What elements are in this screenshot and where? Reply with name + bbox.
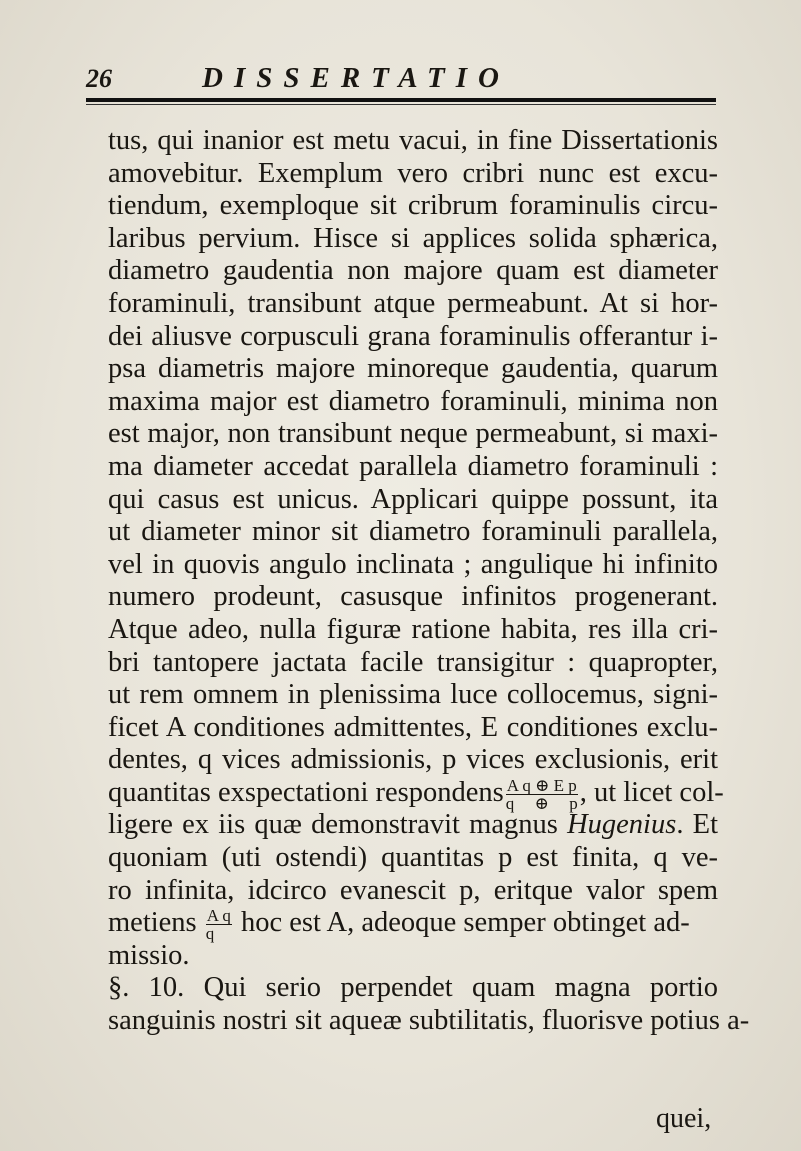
fraction-numerator: A q ⊕ E p [506,775,577,795]
text-line: sanguinis nostri sit aqueæ subtilitatis, fluorisve potius a- [108,1005,750,1037]
formula-suffix: , ut licet col- [579,776,724,808]
text-line: est major, non transibunt neque permeabunt, si maxi- [108,418,718,450]
page-header [86,60,716,100]
text-line: tus, qui inanior est metu vacui, in fine Dissertationis [108,125,718,156]
formula-prefix: quantitas exspectationi respondens [108,776,504,808]
fraction-denominator: q ⊕ p [505,793,578,813]
text-line: dentes, q vices admissionis, p vices exclusionis, erit [108,744,718,776]
text-line: maxima major est diametro foraminuli, minima non [108,385,718,417]
text-line: Atque adeo, nulla figuræ ratione habita, res illa cri- [108,613,718,645]
text-line: foraminuli, transibunt atque permeabunt. At si hor- [108,287,718,319]
formula-prefix: metiens [108,907,204,939]
text-line: numero prodeunt, casusque infinitos progenerant. [108,581,718,613]
fraction-numerator: A q [206,906,231,926]
text-segment: ligere ex iis quæ demonstravit magnus [108,809,568,841]
fraction [506,777,578,812]
text-line: vel in quovis angulo inclinata ; angulique hi infinito [108,548,718,580]
text-line: quoniam (uti ostendi) quantitas p est finita, q ve- [108,842,718,874]
italic-name: Hugenius [567,809,677,841]
text-line: amovebitur. Exemplum vero cribri nunc est excu- [108,157,718,189]
formula-line [108,906,718,944]
text-line: ma diameter accedat parallela diametro foraminuli : [108,450,718,482]
formula-suffix: hoc est A, adeoque semper obtinget ad- [233,907,690,939]
running-title: DISSERTATIO [202,62,510,94]
section-start-line: §. 10. Qui serio perpendet quam magna portio [108,972,718,1004]
text-segment: . Et [676,809,718,841]
formula-line [108,775,724,813]
catchword: quei, [656,1103,712,1134]
text-line: missio. [108,939,190,971]
text-line: bri tantopere jactata facile transigitur : quapropter, [108,646,718,678]
text-line: tiendum, exemploque sit cribrum foraminulis circu- [108,190,718,222]
header-rule [86,98,716,105]
text-line: dei aliusve corpusculi grana foraminulis offerantur i- [108,320,718,352]
text-line [108,809,718,842]
fraction [206,907,232,942]
body-text [108,125,750,1038]
text-line: diametro gaudentia non majore quam est diameter [108,255,718,287]
text-line: laribus pervium. Hisce si applices solida sphærica, [108,222,718,254]
text-line: ut diameter minor sit diametro foraminuli parallela, [108,516,718,548]
text-line: ut rem omnem in plenissima luce collocemus, signi- [108,679,718,711]
fraction-denominator: q [205,924,215,944]
text-line: ficet A conditiones admittentes, E conditiones exclu- [108,711,718,743]
text-line: ro infinita, idcirco evanescit p, eritque valor spem [108,874,718,906]
page-number: 26 [86,64,112,93]
text-line: qui casus est unicus. Applicari quippe possunt, ita [108,483,718,515]
text-line: psa diametris majore minoreque gaudentia, quarum [108,353,718,385]
